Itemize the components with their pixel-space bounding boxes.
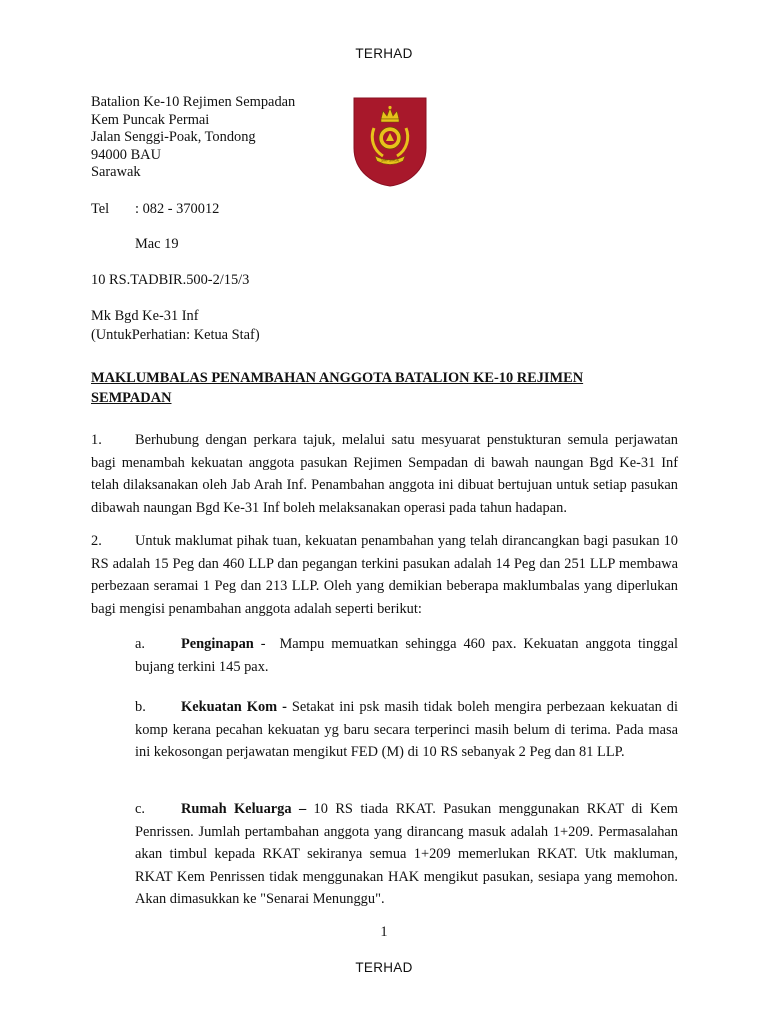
subitem: [135, 696, 678, 764]
subitem: [135, 798, 678, 911]
recipient-line: Mk Bgd Ke-31 Inf: [91, 308, 199, 324]
sender-address: [91, 94, 295, 182]
subitem-text: Setakat ini psk masih tidak boleh mengira perbezaan kekuatan di komp kerana pecahan kekuatan yg baru secara terperinci masih belum di terima. Pada masa ini kekosongan perjawatan mengikut FED (M) di 10 RS sebanyak 2 Peg dan 81 LLP.: [135, 699, 678, 761]
paragraph-number: 1.: [91, 432, 102, 448]
subitem-separator: -: [253, 636, 280, 652]
subitem-text: 10 RS tiada RKAT. Pasukan menggunakan RKAT di Kem Penrissen. Jumlah pertambahan anggota yang dirancang masuk adalah 1+209. Permasalahan akan timbul kepada RKAT sekiranya semua 1+209 memerlukan RKAT. Utk makluman, RKAT Kem Penrissen tidak menggunakan HAK mengikut pasukan, sesiapa yang memohon. Akan dimasukkan ke "Senarai Menunggu".: [135, 801, 678, 908]
recipient-attention: (UntukPerhatian: Ketua Staf): [91, 327, 260, 343]
subitem-separator: [306, 801, 313, 817]
paragraph-text: Untuk maklumat pihak tuan, kekuatan penambahan yang telah dirancangkan bagi pasukan 10 RS adalah 15 Peg dan 460 LLP dan pegangan terkini pasukan adalah 14 Peg dan 251 LLP membawa perbezaan seramai 1 Peg dan 213 LLP. Oleh yang demikian beberapa maklumbalas yang diperlukan bagi mengisi penambahan anggota adalah seperti berikut:: [91, 533, 678, 617]
subitem-title: Rumah Keluarga –: [181, 801, 307, 817]
address-line: Sarawak: [91, 164, 141, 180]
classification-header: TERHAD: [355, 46, 413, 61]
address-line: 94000 BAU: [91, 146, 161, 163]
address-line: Jalan Senggi-Poak, Tondong: [91, 129, 256, 145]
subitem-letter: b.: [135, 699, 146, 715]
address-line: Kem Puncak Permai: [91, 111, 210, 128]
recipient: [91, 307, 260, 345]
crest-motto: SIAP SIAGA: [381, 158, 399, 163]
page-number: 1: [380, 924, 388, 940]
paragraph: [91, 530, 678, 620]
letter-date: Mac 19: [135, 236, 179, 252]
subject-heading: MAKLUMBALAS PENAMBAHAN ANGGOTA BATALION KE-10 REJIMEN SEMPADAN: [91, 370, 584, 406]
address-line: Batalion Ke-10 Rejimen Sempadan: [91, 94, 296, 110]
tel-label: Tel: [91, 201, 110, 217]
paragraph-number: 2.: [91, 533, 102, 549]
subitem-letter: c.: [135, 801, 145, 817]
subitem-letter: a.: [135, 636, 145, 652]
subitem-title: Kekuatan Kom -: [181, 699, 287, 715]
classification-footer: TERHAD: [355, 960, 413, 975]
telephone: [91, 201, 219, 218]
subitem: [135, 633, 678, 678]
subitem-title: Penginapan: [181, 636, 254, 652]
regimental-crest-icon: [352, 96, 428, 188]
paragraph-text: Berhubung dengan perkara tajuk, melalui satu mesyuarat penstukturan semula perjawatan bagi menambah kekuatan anggota pasukan Rejimen Sempadan di bawah naungan Bgd Ke-31 Inf telah dilaksanakan oleh Jab Arah Inf. Penambahan anggota ini dibuat bertujuan untuk setiap pasukan dibawah naungan Bgd Ke-31 Inf boleh melaksanakan operasi pada tahun hadapan.: [91, 432, 678, 516]
paragraph: [91, 429, 678, 519]
reference-number: 10 RS.TADBIR.500-2/15/3: [91, 272, 250, 288]
tel-value: : 082 - 370012: [135, 201, 220, 217]
subitem-text: Mampu memuatkan sehingga 460 pax. Kekuatan anggota tinggal bujang terkini 145 pax.: [135, 636, 678, 675]
